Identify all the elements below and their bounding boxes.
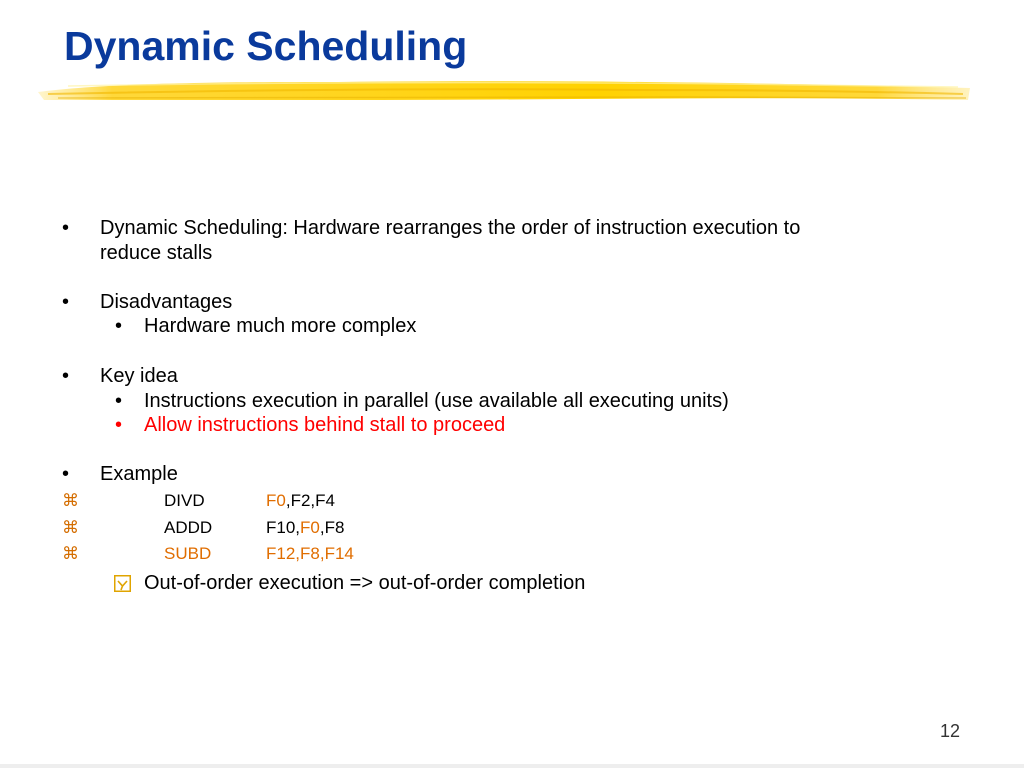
note-text: Out-of-order execution => out-of-order completion: [144, 572, 586, 594]
code-operands: ,F2,F4: [285, 491, 335, 510]
bullet-text: Disadvantages: [100, 291, 233, 313]
code-line-addd: [164, 516, 344, 540]
code-line-divd: [164, 489, 335, 513]
bullet-text-continued: reduce stalls: [100, 242, 213, 264]
bullet-text: Dynamic Scheduling: Hardware rearranges the order of instruction execution to: [100, 217, 801, 239]
code-register-highlight: F0: [266, 491, 286, 510]
page-number: 12: [939, 721, 960, 741]
bullet-marker: •: [62, 217, 70, 239]
code-operands: F12,F8,F14: [266, 544, 354, 563]
sub-bullet-marker-highlight: •: [115, 414, 123, 436]
sub-bullet-text: Instructions execution in parallel (use available all executing units): [144, 390, 729, 412]
code-opcode: SUBD: [164, 544, 212, 563]
bullet-text: Key idea: [100, 365, 178, 387]
sub-bullet-marker: •: [115, 315, 123, 337]
command-icon: ⌘: [62, 518, 79, 537]
bullet-marker: •: [62, 365, 70, 387]
code-opcode: ADDD: [164, 518, 213, 537]
sub-bullet-text: Hardware much more complex: [144, 315, 417, 337]
code-operands: F10,: [266, 518, 301, 537]
bullet-marker: •: [62, 291, 70, 313]
code-opcode: DIVD: [164, 491, 205, 510]
bullet-text: Example: [100, 463, 178, 485]
checkbox-icon: [114, 575, 131, 592]
sub-bullet-marker: •: [115, 390, 123, 412]
code-line-subd: [164, 542, 354, 566]
code-operands: ,F8: [319, 518, 345, 537]
command-icon: ⌘: [62, 491, 79, 510]
slide-title: Dynamic Scheduling: [64, 23, 468, 69]
bullet-marker: •: [62, 463, 70, 485]
footer-divider: [0, 764, 1024, 768]
sub-bullet-text-highlight: Allow instructions behind stall to proceed: [144, 414, 506, 436]
command-icon: ⌘: [62, 544, 79, 563]
code-register-highlight: F0: [300, 518, 320, 537]
